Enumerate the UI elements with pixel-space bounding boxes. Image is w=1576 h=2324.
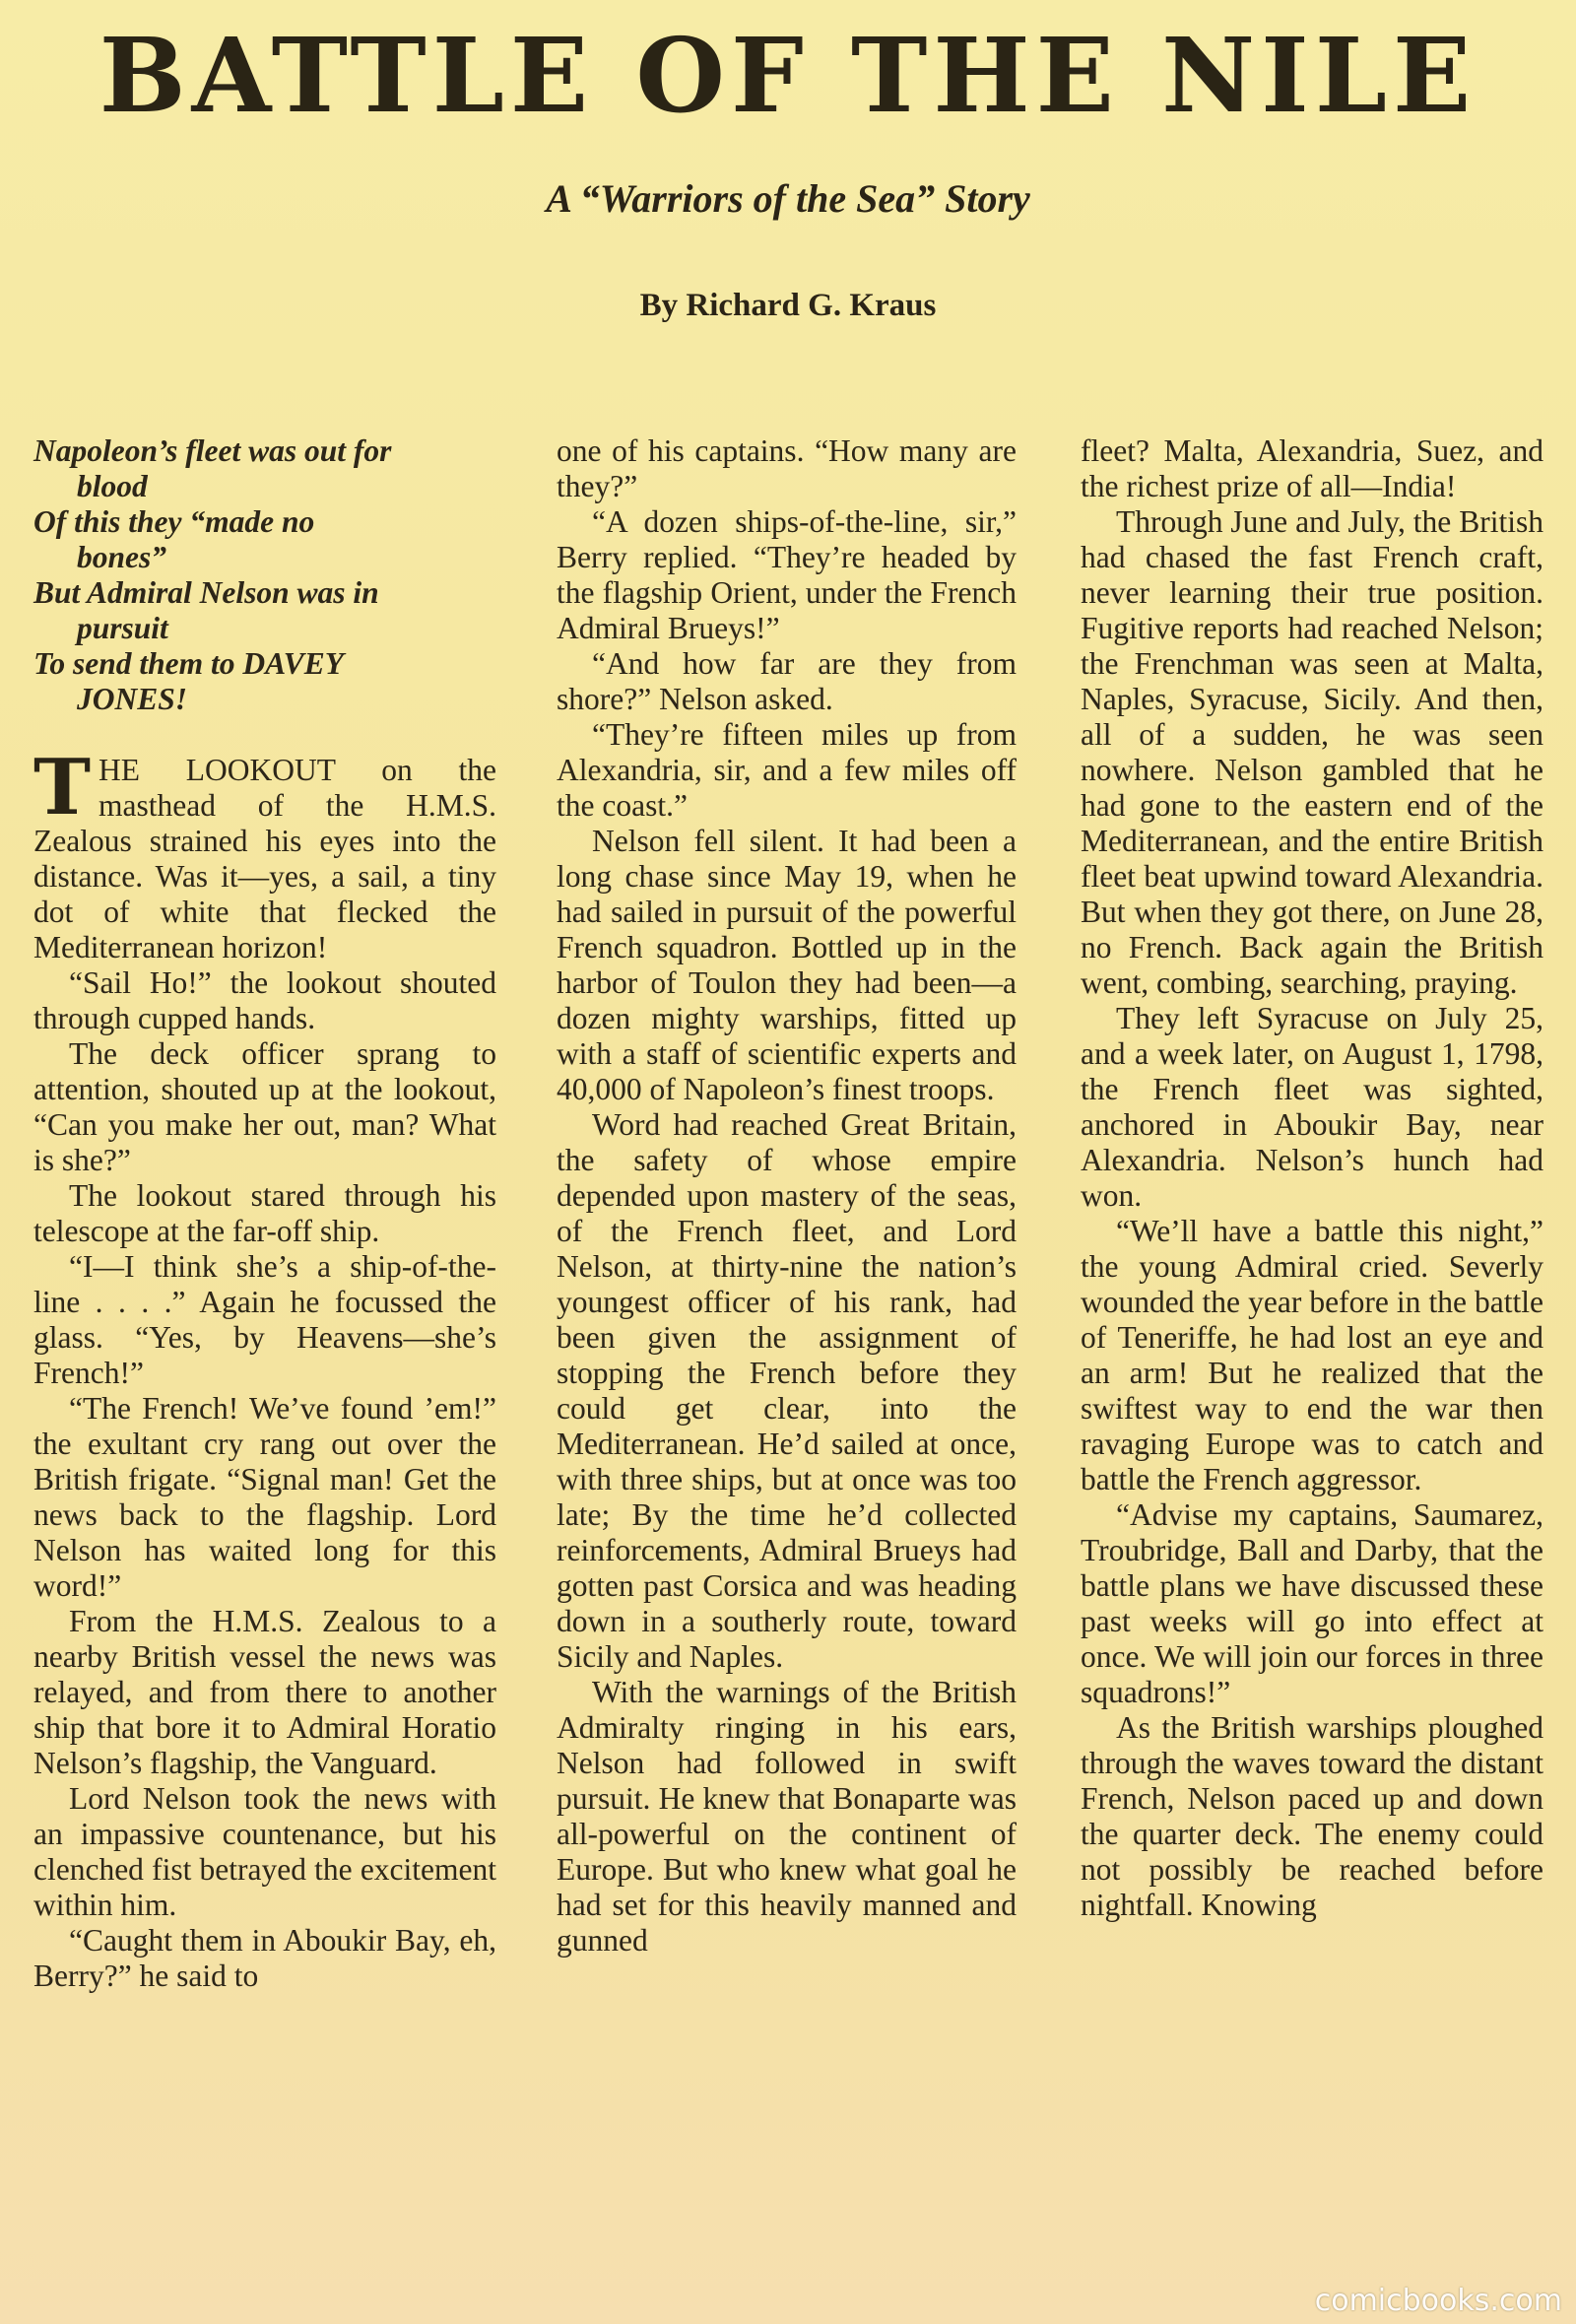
column-2 — [557, 433, 1017, 1959]
paragraph: fleet? Malta, Alexandria, Suez, and the richest prize of all—India! — [1081, 433, 1543, 503]
paragraph: Lord Nelson took the news with an impassive countenance, but his clenched fist betrayed the excitement within him. — [33, 1781, 496, 1922]
paragraph: “And how far are they from shore?” Nelson asked. — [557, 646, 1017, 716]
paragraph: With the warnings of the British Admiralty ringing in his ears, Nelson had followed in swift pursuit. He knew that Bonaparte was all-powerful on the continent of Europe. But who knew what goal he had set for this heavily manned and gunned — [557, 1675, 1017, 1958]
paragraph: Nelson fell silent. It had been a long chase since May 19, when he had sailed in pursuit of the powerful French squadron. Bottled up in the harbor of Toulon they had been—a dozen mighty warships, fitted up with a staff of scientific experts and 40,000 of Napoleon’s finest troops. — [557, 824, 1017, 1106]
paragraph: “The French! We’ve found ’em!” the exultant cry rang out over the British frigate. “Signal man! Get the news back to the flagship. Lord Nelson has waited long for this word!” — [33, 1391, 496, 1603]
paragraph: Through June and July, the British had chased the fast French craft, never learning their true position. Fugitive reports had reached Nelson; the Frenchman was seen at Malta, Naples, Syracuse, Sicily. And then, all of a sudden, he was seen nowhere. Nelson gambled that he had gone to the eastern end of the Mediterranean, and the entire British fleet beat upwind toward Alexandria. But when they got there, on June 28, no French. Back again the British went, combing, searching, praying. — [1081, 504, 1543, 1000]
paragraph: “We’ll have a battle this night,” the young Admiral cried. Severly wounded the year before in the battle of Teneriffe, he had lost an eye and an arm! But he realized that the swiftest way to end the war then ravaging Europe was to catch and battle the French aggressor. — [1081, 1214, 1543, 1496]
article-byline: By Richard G. Kraus — [639, 288, 937, 323]
verse-line: But Admiral Nelson was in — [33, 575, 379, 610]
article-subtitle: A “Warriors of the Sea” Story — [546, 176, 1030, 221]
paragraph: From the H.M.S. Zealous to a nearby British vessel the news was relayed, and from there to another ship that bore it to Admiral Horatio Nelson’s flagship, the Vanguard. — [33, 1604, 496, 1780]
verse-line: To send them to DAVEY — [33, 646, 345, 681]
paragraph-text: HE LOOKOUT on the masthead of the H.M.S. Zealous strained his eyes into the distance. Was it—yes, a sail, a tiny dot of white that flecked the Mediterranean horizon! — [33, 753, 496, 964]
paragraph: one of his captains. “How many are they?” — [557, 433, 1017, 503]
drop-cap: T — [33, 743, 92, 832]
column-1 — [33, 433, 496, 1994]
verse-line: Napoleon’s fleet was out for — [33, 433, 392, 468]
verse-line: Of this they “made no — [33, 504, 315, 539]
site-watermark: comicbooks.com — [1314, 2284, 1562, 2318]
verse-line: pursuit — [77, 611, 168, 645]
paragraph: As the British warships ploughed through the waves toward the distant French, Nelson paced up and down the quarter deck. The enemy could not possibly be reached before nightfall. Knowing — [1081, 1710, 1543, 1922]
intro-verse — [33, 433, 496, 717]
article-title: BATTLE OF THE NILE — [98, 15, 1478, 136]
paragraph: “Advise my captains, Saumarez, Troubridge, Ball and Darby, that the battle plans we have discussed these past weeks will go into effect at once. We will join our forces in three squadrons!” — [1081, 1497, 1543, 1709]
paragraph — [33, 743, 496, 965]
paragraph: The lookout stared through his telescope at the far-off ship. — [33, 1178, 496, 1248]
paragraph: “A dozen ships-of-the-line, sir,” Berry replied. “They’re headed by the flagship Orient, under the French Admiral Brueys!” — [557, 504, 1017, 645]
verse-line: JONES! — [77, 682, 188, 716]
paragraph: “Caught them in Aboukir Bay, eh, Berry?” he said to — [33, 1923, 496, 1993]
paragraph: “I—I think she’s a ship-of-the-line . . . .” Again he focussed the glass. “Yes, by Heavens—she’s French!” — [33, 1249, 496, 1390]
verse-line: blood — [77, 469, 148, 503]
column-3 — [1081, 433, 1543, 1923]
paragraph: The deck officer sprang to attention, shouted up at the lookout, “Can you make her out, man? What is she?” — [33, 1036, 496, 1177]
paragraph: “Sail Ho!” the lookout shouted through cupped hands. — [33, 965, 496, 1035]
verse-line: bones” — [77, 540, 167, 574]
paragraph: They left Syracuse on July 25, and a week later, on August 1, 1798, the French fleet was sighted, anchored in Aboukir Bay, near Alexandria. Nelson’s hunch had won. — [1081, 1001, 1543, 1213]
paragraph: “They’re fifteen miles up from Alexandria, sir, and a few miles off the coast.” — [557, 717, 1017, 823]
paragraph: Word had reached Great Britain, the safety of whose empire depended upon mastery of the seas, of the French fleet, and Lord Nelson, at thirty-nine the nation’s youngest officer of his rank, had been given the assignment of stopping the French before they could get clear, into the Mediterranean. He’d sailed at once, with three ships, but at once was too late; By the time he’d collected reinforcements, Admiral Brueys had gotten past Corsica and was heading down in a southerly route, toward Sicily and Naples. — [557, 1107, 1017, 1674]
